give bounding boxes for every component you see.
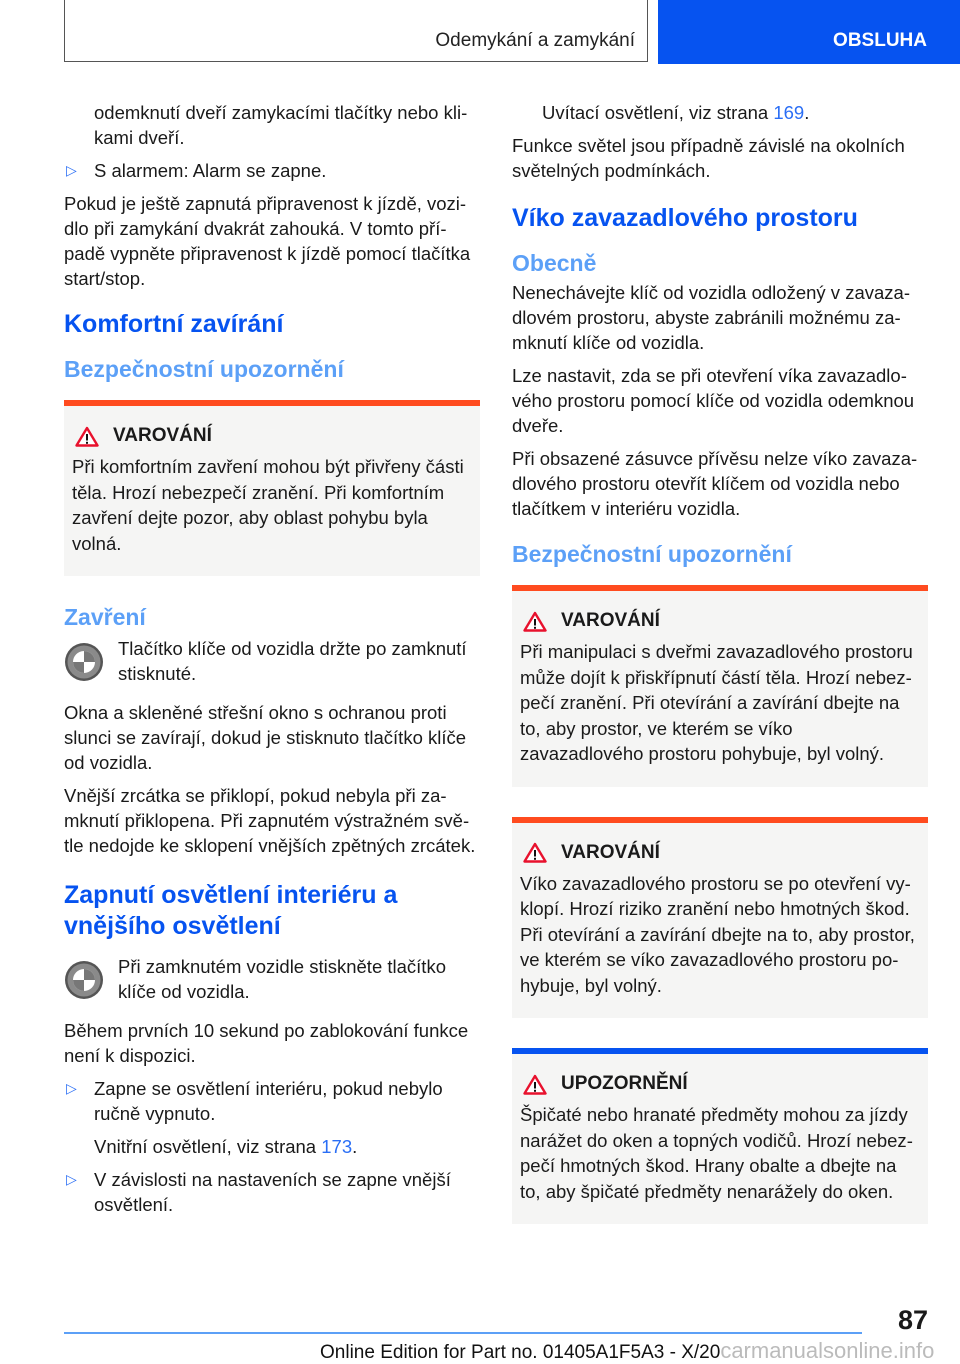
- notice-text: Špičaté nebo hranaté předměty mohou za jízdy narážet do oken a topných vodičů. Hrozí nebezpečí hmotných škod. Hrany obalte a dbejte na to, aby špičaté předměty nenarážely do oken.: [520, 1104, 913, 1202]
- list-item: [64, 1076, 480, 1126]
- paragraph: Pokud je ještě zapnutá připravenost k jízdě, vozidlo při zamykání dvakrát zahouká. V tomto případě vypněte připravenost k jízdě pomocí tlačítka start/stop.: [64, 193, 471, 289]
- paragraph: Vnější zrcátka se přiklopí, pokud nebyla při zamknutí přiklopena. Při zapnutém výstražném světle nedojde ke sklopení vnějších zpětných zrcátek.: [64, 785, 476, 856]
- footer-edition: Online Edition for Part no. 01405A1F5A3 - X/20carmanualsonline.info: [320, 1338, 935, 1363]
- key-instruction: Při zamknutém vozidle stiskněte tlačítko klíče od vozidla.: [64, 954, 480, 1004]
- warning-triangle-icon: [523, 842, 547, 863]
- list-item: [64, 158, 480, 183]
- footer-divider: [64, 1332, 862, 1334]
- warning-text: Víko zavazadlového prostoru se po otevření vyklopí. Hrozí riziko zranění nebo hmotných škod. Při otevírání a zavírání dbejte na to, aby prostor, ve kterém se víko zavazadlového prostoru pohybuje, byl volný.: [520, 872, 915, 996]
- bullet-text: Zapne se osvětlení interiéru, pokud nebylo ručně vypnuto.: [94, 1078, 443, 1124]
- warning-triangle-icon: [523, 611, 547, 632]
- bullet-triangle-icon: ▷: [66, 1171, 77, 1187]
- warning-triangle-icon: [523, 1074, 547, 1095]
- bullet-triangle-icon: ▷: [66, 1080, 77, 1096]
- key-instruction: Tlačítko klíče od vozidla držte po zamknutí stisknuté.: [64, 636, 480, 686]
- paragraph: Okna a skleněné střešní okno s ochranou proti slunci se zavírají, dokud je stisknuto tlačítko klíče od vozidla.: [64, 702, 467, 773]
- warning-box: [512, 817, 928, 1019]
- running-header: [64, 0, 648, 62]
- subsection-heading: Bezpečnostní upozornění: [512, 541, 792, 567]
- page-link[interactable]: 169: [773, 102, 805, 123]
- warning-box: [64, 400, 480, 576]
- watermark[interactable]: carmanualsonline.info: [720, 1338, 935, 1363]
- section-heading: Zapnutí osvětlení interiéru a vnějšího osvětlení: [64, 881, 398, 940]
- section-heading: Komfortní zavírání: [64, 310, 284, 338]
- chapter-tab-label: OBSLUHA: [833, 30, 927, 51]
- warning-box: [512, 585, 928, 787]
- paragraph: Funkce světel jsou případně závislé na okolních světelných podmínkách.: [512, 135, 905, 181]
- bullet-text: S alarmem: Alarm se zapne.: [94, 160, 327, 181]
- section-title: Odemykání a zamykání: [435, 30, 635, 51]
- subsection-heading: Zavření: [64, 604, 146, 630]
- warning-title: VAROVÁNÍ: [520, 841, 920, 865]
- chapter-tab[interactable]: [658, 0, 960, 64]
- cross-reference: Vnitřní osvětlení, viz strana 173.: [94, 1136, 358, 1157]
- warning-title: VAROVÁNÍ: [72, 424, 472, 448]
- paragraph: Nenechávejte klíč od vozidla odložený v zavazadlovém prostoru, abyste zabránili možnému zamknutí klíče od vozidla.: [512, 282, 910, 353]
- list-item: [64, 1167, 480, 1217]
- paragraph: Během prvních 10 sekund po zablokování funkce není k dispozici.: [64, 1020, 469, 1066]
- paragraph: Při obsazené zásuvce přívěsu nelze víko zavazadlového prostoru otevřít klíčem od vozidla nebo tlačítkem v interiéru vozidla.: [512, 448, 918, 519]
- bmw-key-fob-icon: [64, 960, 104, 1000]
- section-heading: Víko zavazadlového prostoru: [512, 204, 858, 232]
- bmw-key-fob-icon: [64, 642, 104, 682]
- subsection-heading: Bezpečnostní upozornění: [64, 356, 344, 382]
- paragraph: Lze nastavit, zda se při otevření víka zavazadlového prostoru pomocí klíče od vozidla odemknou dveře.: [512, 365, 915, 436]
- page-link[interactable]: 173: [321, 1136, 353, 1157]
- continued-paragraph: odemknutí dveří zamykacími tlačítky nebo klikami dveří.: [94, 102, 468, 148]
- page-number: 87: [897, 1305, 928, 1335]
- warning-text: Při komfortním zavření mohou být přivřeny části těla. Hrozí nebezpečí zranění. Při komfortním zavření dejte pozor, aby oblast pohybu byla volná.: [72, 456, 464, 554]
- notice-title: UPOZORNĚNÍ: [520, 1072, 920, 1096]
- right-column: [512, 100, 928, 1254]
- notice-box: [512, 1048, 928, 1224]
- cross-reference: Uvítací osvětlení, viz strana 169.: [542, 102, 810, 123]
- bullet-triangle-icon: ▷: [66, 162, 77, 178]
- bullet-text: V závislosti na nastaveních se zapne vnější osvětlení.: [94, 1169, 451, 1215]
- warning-triangle-icon: [75, 426, 99, 447]
- subsection-heading: Obecně: [512, 250, 597, 276]
- warning-text: Při manipulaci s dveřmi zavazadlového prostoru může dojít k přiskřípnutí částí těla. Hrozí nebezpečí zranění. Při otevírání a zavírání dbejte na to, aby prostor, ve kterém se víko zavazadlového prostoru pohybuje, byl volný.: [520, 641, 913, 764]
- warning-title: VAROVÁNÍ: [520, 609, 920, 633]
- left-column: [64, 100, 480, 1225]
